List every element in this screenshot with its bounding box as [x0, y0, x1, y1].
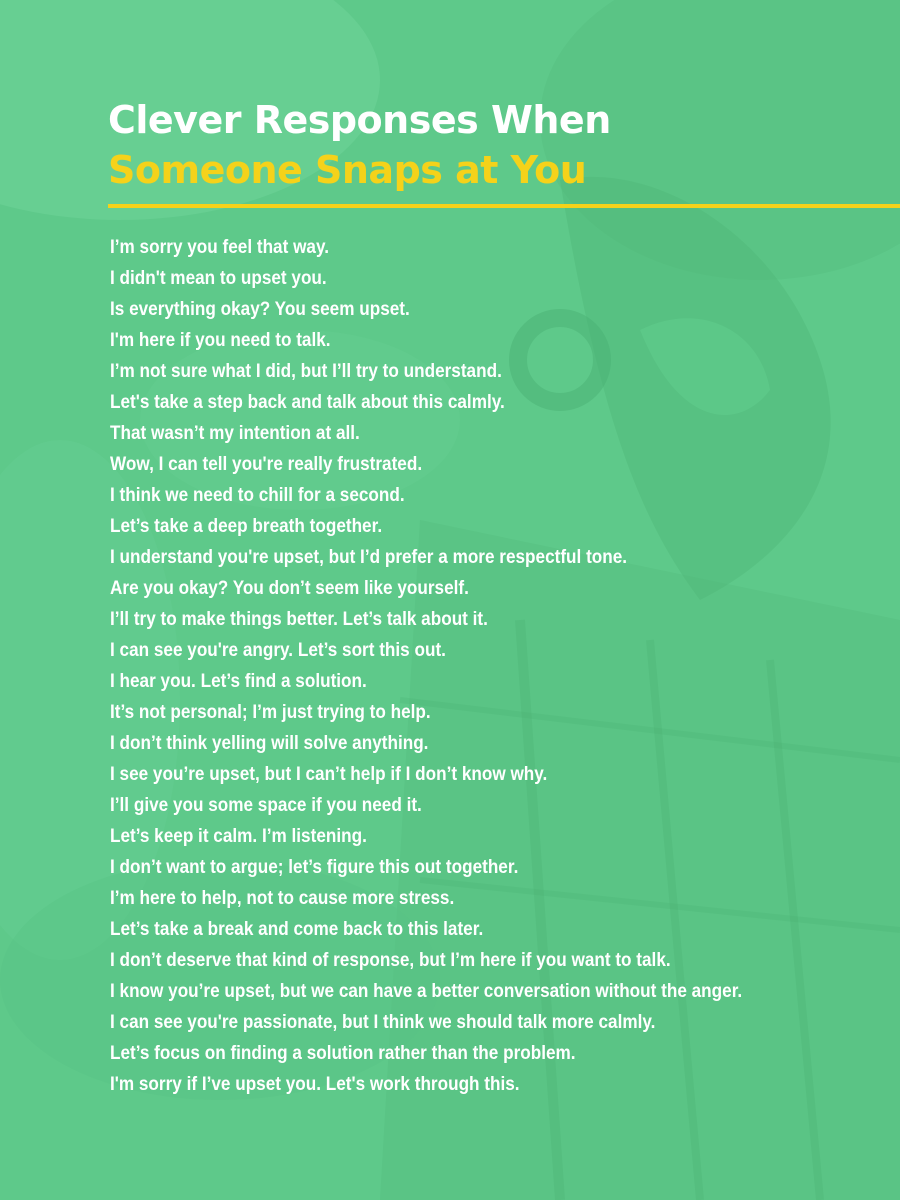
response-item: I didn't mean to upset you.	[110, 267, 327, 289]
response-item: That wasn’t my intention at all.	[110, 422, 360, 444]
response-item: Is everything okay? You seem upset.	[110, 298, 410, 320]
response-item: I see you’re upset, but I can’t help if I don’t know why.	[110, 763, 548, 785]
title-divider	[108, 204, 900, 208]
response-item: Are you okay? You don’t seem like yourself.	[110, 577, 469, 599]
response-item: I think we need to chill for a second.	[110, 484, 405, 506]
response-item: I’ll try to make things better. Let’s talk about it.	[110, 608, 488, 630]
response-item: I don’t think yelling will solve anything.	[110, 732, 429, 754]
response-item: I’m here to help, not to cause more stress.	[110, 887, 455, 909]
response-item: I can see you're passionate, but I think we should talk more calmly.	[110, 1011, 656, 1033]
response-item: I can see you're angry. Let’s sort this out.	[110, 639, 446, 661]
response-item: Wow, I can tell you're really frustrated.	[110, 453, 423, 475]
response-item: I’m sorry you feel that way.	[110, 236, 330, 258]
response-item: I'm sorry if I’ve upset you. Let's work through this.	[110, 1073, 520, 1095]
response-item: I understand you're upset, but I’d prefer a more respectful tone.	[110, 546, 628, 568]
response-item: Let’s keep it calm. I’m listening.	[110, 825, 367, 847]
response-item: Let’s take a break and come back to this later.	[110, 918, 484, 940]
response-item: I’ll give you some space if you need it.	[110, 794, 422, 816]
response-item: I’m not sure what I did, but I’ll try to understand.	[110, 360, 502, 382]
response-item: I'm here if you need to talk.	[110, 329, 331, 351]
response-item: I hear you. Let’s find a solution.	[110, 670, 367, 692]
response-item: I know you’re upset, but we can have a better conversation without the anger.	[110, 980, 743, 1002]
response-item: I don’t want to argue; let’s figure this out together.	[110, 856, 519, 878]
response-item: Let’s focus on finding a solution rather than the problem.	[110, 1042, 576, 1064]
response-item: It’s not personal; I’m just trying to help.	[110, 701, 431, 723]
title-line-2: Someone Snaps at You	[108, 148, 587, 192]
response-item: Let's take a step back and talk about this calmly.	[110, 391, 505, 413]
response-item: Let’s take a deep breath together.	[110, 515, 383, 537]
response-item: I don’t deserve that kind of response, but I’m here if you want to talk.	[110, 949, 671, 971]
responses-list	[110, 232, 828, 1100]
title-line-1: Clever Responses When	[108, 98, 611, 142]
